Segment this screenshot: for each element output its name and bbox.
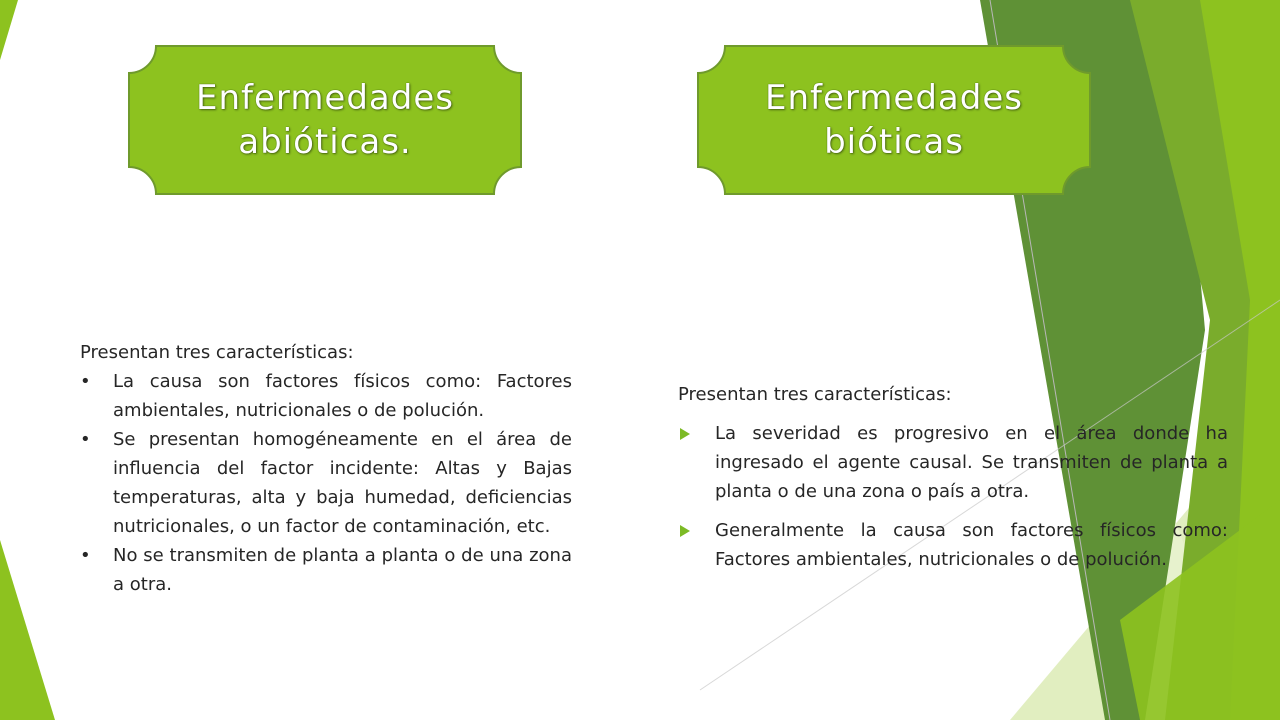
list-item — [80, 541, 572, 599]
abiotic-content — [80, 338, 572, 599]
list-item — [678, 419, 1228, 506]
abiotic-list — [80, 367, 572, 599]
list-item — [80, 367, 572, 425]
list-item-text: La causa son factores físicos como: Factores ambientales, nutricionales o de polución. — [113, 371, 572, 421]
title-abiotic: Enfermedades abióticas. — [196, 78, 454, 162]
biotic-content — [678, 380, 1228, 584]
list-item — [678, 516, 1228, 574]
title-plate-biotic — [697, 45, 1091, 195]
biotic-intro: Presentan tres características: — [678, 384, 952, 405]
title-biotic: Enfermedades bióticas — [765, 78, 1023, 162]
round-bullet-icon: • — [80, 371, 91, 392]
list-item-text: La severidad es progresivo en el área donde ha ingresado el agente causal. Se transmiten de planta a planta o de una zona o país a otra. — [715, 423, 1228, 502]
list-item-text: Se presentan homogéneamente en el área de influencia del factor incidente: Altas y Bajas temperaturas, alta y baja humedad, deficiencias nutricionales, o un factor de contaminación, etc. — [113, 429, 572, 537]
list-item — [80, 425, 572, 541]
left-bottom-facet — [0, 540, 55, 720]
list-item-text: No se transmiten de planta a planta o de una zona a otra. — [113, 545, 572, 595]
green-arrow-bullet-icon — [680, 428, 690, 440]
biotic-list — [678, 419, 1228, 574]
round-bullet-icon: • — [80, 429, 91, 450]
green-arrow-bullet-icon — [680, 525, 690, 537]
round-bullet-icon: • — [80, 545, 91, 566]
left-edge-facet — [0, 0, 18, 60]
title-plate-abiotic — [128, 45, 522, 195]
list-item-text: Generalmente la causa son factores físicos como: Factores ambientales, nutricionales o de polución. — [715, 520, 1228, 570]
abiotic-intro: Presentan tres características: — [80, 342, 354, 363]
